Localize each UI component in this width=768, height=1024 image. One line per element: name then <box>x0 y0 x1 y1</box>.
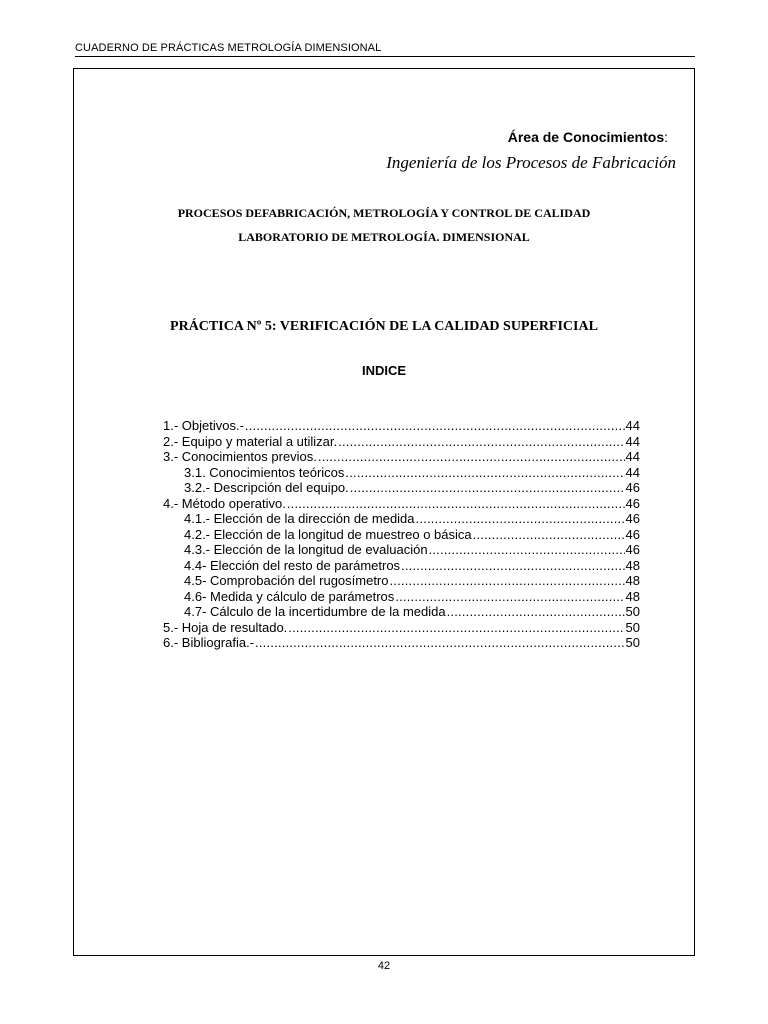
toc-entry-title: 4.7- Cálculo de la incertidumbre de la medida <box>184 604 446 619</box>
toc-dot-leader <box>395 589 624 605</box>
toc-entry <box>163 558 640 574</box>
toc-entry-title: 1.- Objetivos.- <box>163 418 244 433</box>
toc-dot-leader <box>390 573 625 589</box>
toc-entry <box>163 573 640 589</box>
toc-entry <box>163 620 640 636</box>
toc-entry-page: 44 <box>625 433 640 449</box>
toc-entry-page: 44 <box>625 464 640 480</box>
toc-entry-title: 4.6- Medida y cálculo de parámetros <box>184 588 395 604</box>
toc-entry <box>163 527 640 543</box>
toc-entry-page: 48 <box>625 557 640 573</box>
toc-entry-title: 4.4- Elección del resto de parámetros <box>184 557 401 573</box>
toc-entry-title: 4.2.- Elección de la longitud de muestreo o básica <box>184 526 472 542</box>
area-label-text: Área de Conocimientos <box>507 129 665 145</box>
toc-dot-leader <box>288 620 624 636</box>
toc-entry <box>163 449 640 465</box>
running-header: CUADERNO DE PRÁCTICAS METROLOGÍA DIMENSIONAL <box>75 42 695 57</box>
toc-entry-page: 50 <box>625 604 640 619</box>
toc-entry <box>163 511 640 527</box>
toc-dot-leader <box>255 635 624 651</box>
toc-dot-leader <box>416 511 625 527</box>
area-label-colon: : <box>664 129 668 145</box>
table-of-contents <box>163 418 640 651</box>
toc-entry <box>163 418 640 434</box>
toc-entry-page: 50 <box>625 635 640 650</box>
area-label <box>508 129 668 145</box>
practice-title: PRÁCTICA Nº 5: VERIFICACIÓN DE LA CALIDAD SUPERFICIAL <box>170 319 598 334</box>
index-heading: INDICE <box>361 363 407 378</box>
toc-dot-leader <box>447 604 625 620</box>
toc-entry-title: 2.- Equipo y material a utilizar. <box>163 433 338 449</box>
toc-dot-leader <box>429 542 625 558</box>
toc-entry-title: 4.- Método operativo. <box>163 495 286 511</box>
toc-dot-leader <box>245 418 625 434</box>
toc-dot-leader <box>473 527 625 543</box>
toc-dot-leader <box>338 434 624 450</box>
toc-entry-title: 4.3.- Elección de la longitud de evaluación <box>184 542 428 557</box>
toc-entry <box>163 434 640 450</box>
toc-entry <box>163 496 640 512</box>
toc-dot-leader <box>287 496 625 512</box>
toc-entry-page: 50 <box>625 619 640 635</box>
toc-dot-leader <box>401 558 624 574</box>
toc-entry-page: 46 <box>625 480 640 495</box>
toc-entry-title: 4.1.- Elección de la dirección de medida <box>184 511 415 526</box>
department-line-2: LABORATORIO DE METROLOGÍA. DIMENSIONAL <box>238 230 530 244</box>
toc-entry-page: 44 <box>625 449 640 464</box>
page-number: 42 <box>377 960 391 972</box>
toc-dot-leader <box>318 449 625 465</box>
toc-dot-leader <box>345 465 624 481</box>
toc-entry <box>163 480 640 496</box>
toc-entry-page: 48 <box>625 588 640 604</box>
toc-entry-title: 3.1. Conocimientos teóricos <box>184 464 345 480</box>
toc-entry-title: 4.5- Comprobación del rugosímetro <box>184 573 389 588</box>
toc-entry-page: 46 <box>625 542 640 557</box>
toc-entry-title: 3.- Conocimientos previos. <box>163 449 317 464</box>
toc-entry <box>163 635 640 651</box>
toc-entry-title: 5.- Hoja de resultado. <box>163 619 288 635</box>
department-line-1: PROCESOS DEFABRICACIÓN, METROLOGÍA Y CONTROL DE CALIDAD <box>177 206 591 220</box>
toc-entry-page: 44 <box>625 418 640 433</box>
area-value: Ingeniería de los Procesos de Fabricación <box>386 153 676 172</box>
toc-entry-title: 3.2.- Descripción del equipo. <box>184 480 349 495</box>
toc-entry-title: 6.- Bibliografia.- <box>163 635 255 650</box>
toc-entry <box>163 589 640 605</box>
toc-entry-page: 46 <box>625 495 640 511</box>
toc-entry-page: 48 <box>625 573 640 588</box>
toc-entry-page: 46 <box>625 511 640 526</box>
page-frame <box>73 68 695 956</box>
toc-entry <box>163 465 640 481</box>
toc-dot-leader <box>350 480 625 496</box>
toc-entry-page: 46 <box>625 526 640 542</box>
toc-entry <box>163 542 640 558</box>
toc-entry <box>163 604 640 620</box>
